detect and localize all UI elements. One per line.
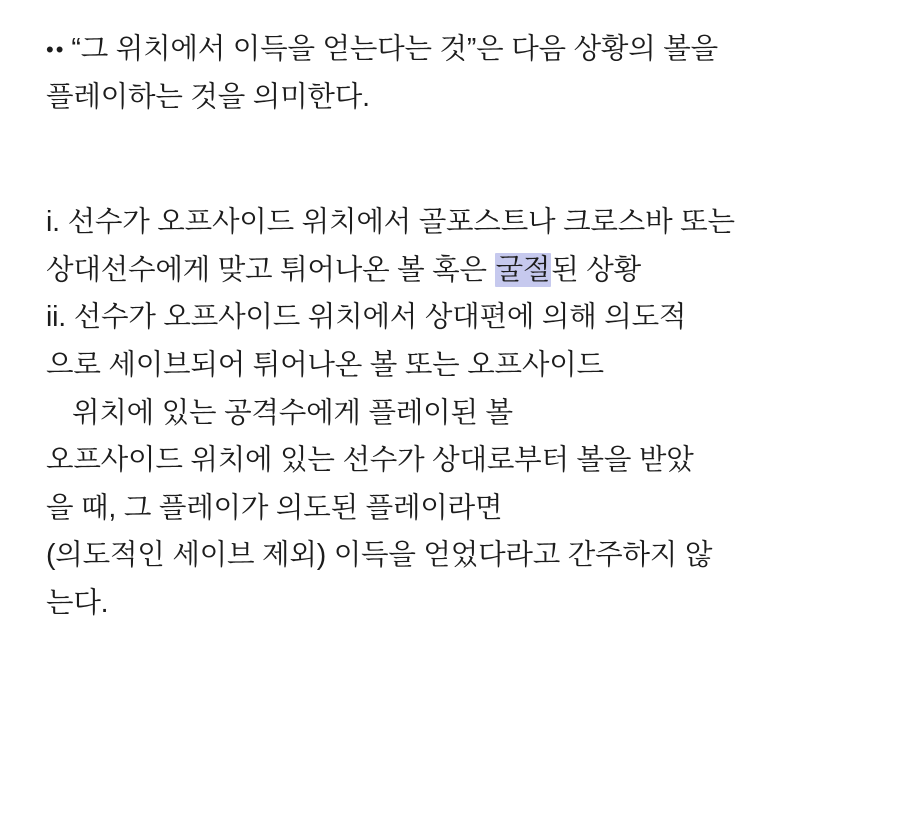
intro-paragraph (46, 26, 854, 121)
list-item-i-marker: i. (46, 206, 60, 239)
list-item-ii-text-line-1: 선수가 오프사이드 위치에서 상대편에 의해 의도적 (73, 301, 687, 334)
highlighted-term: 굴절 (495, 253, 551, 286)
list-item-i (46, 199, 854, 294)
closing-line-1: 오프사이드 위치에 있는 선수가 상대로부터 볼을 받았 (46, 444, 694, 477)
list-item-i-text-after: 된 상황 (551, 253, 641, 286)
closing-line-2: 을 때, 그 플레이가 의도된 플레이라면 (46, 491, 503, 524)
paragraph-spacer (46, 121, 854, 199)
offside-conditions-list (46, 199, 854, 437)
list-item-ii-line-2: 으로 세이브되어 튀어나온 볼 또는 오프사이드 (46, 348, 604, 381)
intro-text: “그 위치에서 이득을 얻는다는 것”은 다음 상황의 볼을 플레이하는 것을 의미한다. (46, 33, 718, 113)
closing-line-4: 는다. (46, 586, 109, 619)
bullet-icon: •• (46, 37, 66, 63)
list-item-i-text-before: 선수가 오프사이드 위치에서 골포스트나 크로스바 또는 상대선수에게 맞고 튀어나온 볼 혹은 (46, 206, 735, 286)
list-item-ii-marker: ii. (46, 301, 66, 334)
list-item-ii-line-3: 위치에 있는 공격수에게 플레이된 볼 (72, 396, 513, 429)
list-item-ii-line-1 (46, 294, 854, 342)
closing-line-3: (의도적인 세이브 제외) 이득을 얻었다라고 간주하지 않 (46, 539, 713, 572)
closing-paragraph (46, 437, 854, 627)
